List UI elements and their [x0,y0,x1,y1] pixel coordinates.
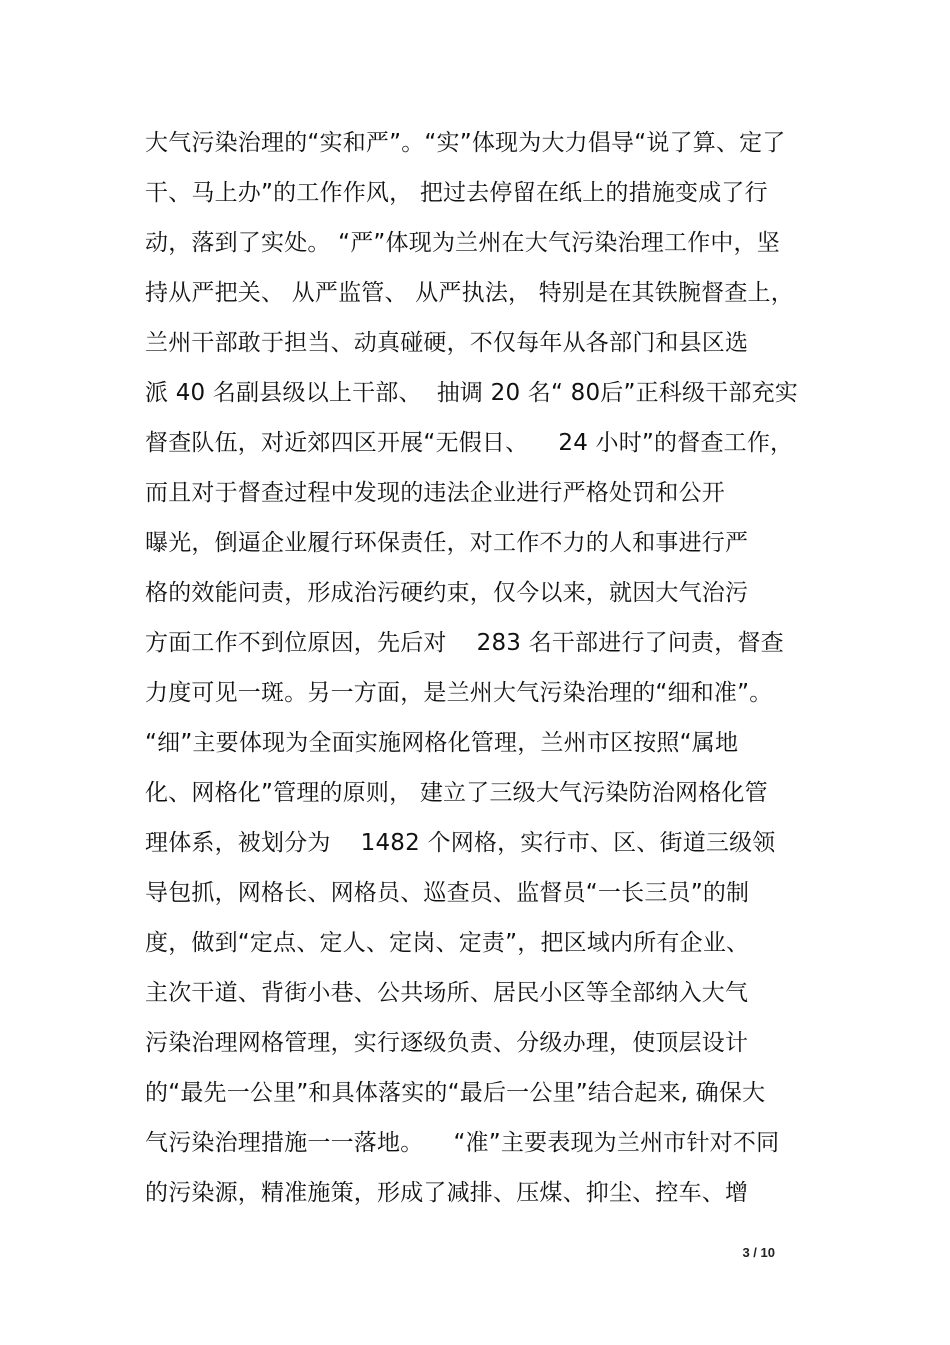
text-line: 兰州干部敢于担当、动真碰硬，不仅每年从各部门和县区选 [145,330,749,356]
text-line: 格的效能问责，形成治污硬约束，仅今以来，就因大气治污 [145,580,749,606]
text-line: 导包抓，网格长、网格员、巡查员、监督员“一长三员”的制 [145,880,750,906]
text-line: 方面工作不到位原因，先后对 283 名干部进行了问责，督查 [145,630,784,656]
text-line: 的污染源，精准施策，形成了减排、压煤、抑尘、控车、增 [145,1180,749,1206]
text-line: 动，落到了实处。 “严”体现为兰州在大气污染治理工作中，坚 [145,230,780,256]
text-line: 持从严把关、 从严监管、 从严执法， 特别是在其铁腕督查上， [145,280,794,306]
text-line: 督查队伍，对近郊四区开展“无假日、 24 小时”的督查工作， [145,430,794,456]
page-number: 3 / 10 [742,1245,775,1260]
text-line: 大气污染治理的“实和严”。“实”体现为大力倡导“说了算、定了 [145,130,786,156]
text-line: 派 40 名副县级以上干部、 抽调 20 名“ 80后”正科级干部充实 [145,380,799,406]
text-line: 干、马上办”的工作作风， 把过去停留在纸上的措施变成了行 [145,180,768,206]
text-line: 理体系，被划分为 1482 个网格，实行市、区、街道三级领 [145,830,776,856]
text-line: 的“最先一公里”和具体落实的“最后一公里”结合起来, 确保大 [145,1080,766,1106]
text-line: 化、网格化”管理的原则， 建立了三级大气污染防治网格化管 [145,780,768,806]
text-line: 曝光，倒逼企业履行环保责任，对工作不力的人和事进行严 [145,530,749,556]
text-line: 污染治理网格管理，实行逐级负责、分级办理，使顶层设计 [145,1030,749,1056]
text-line: 主次干道、背街小巷、公共场所、居民小区等全部纳入大气 [145,980,749,1006]
text-line: 气污染治理措施一一落地。 “准”主要表现为兰州市针对不同 [145,1130,780,1156]
text-line: 度，做到“定点、定人、定岗、定责”，把区域内所有企业、 [145,930,750,956]
text-line: “细”主要体现为全面实施网格化管理，兰州市区按照“属地 [145,730,739,756]
text-line: 而且对于督查过程中发现的违法企业进行严格处罚和公开 [145,480,725,506]
text-line: 力度可见一斑。另一方面，是兰州大气污染治理的“细和准”。 [145,680,773,706]
